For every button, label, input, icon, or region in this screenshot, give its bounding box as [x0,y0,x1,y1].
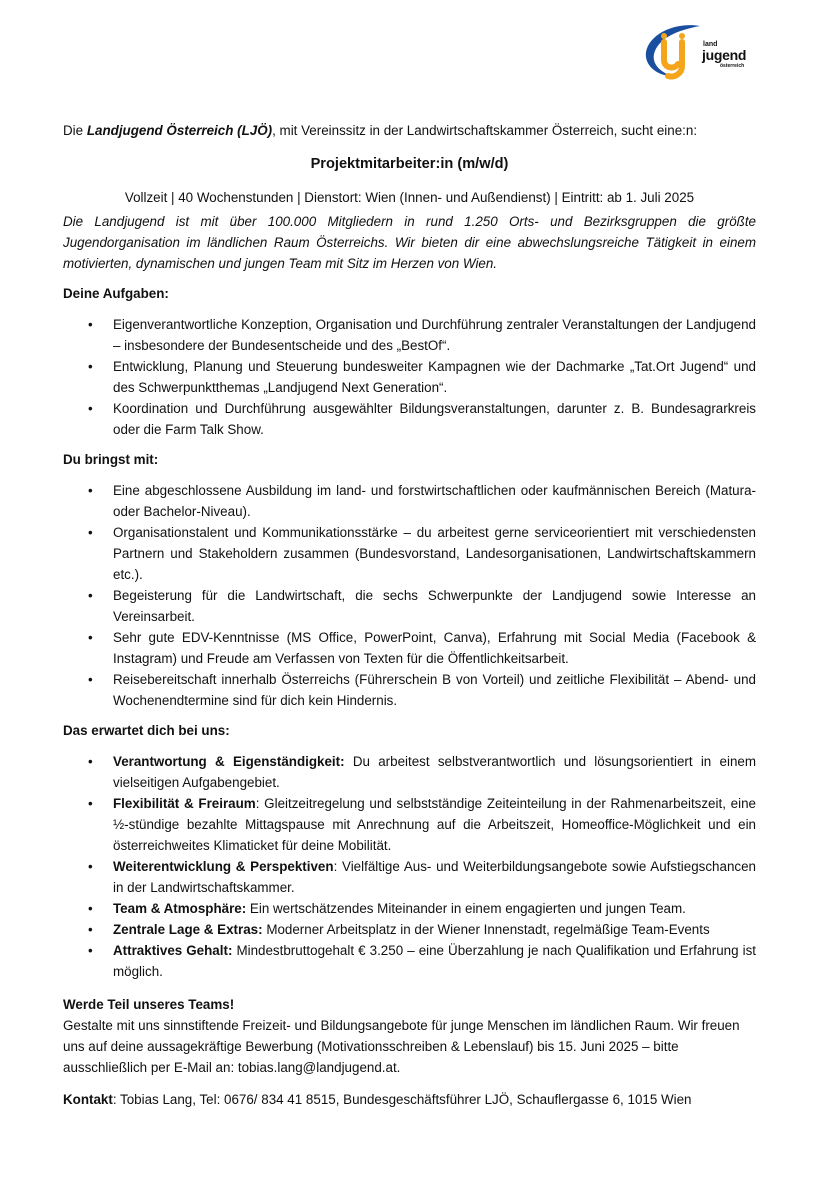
bullet-icon: • [88,317,93,332]
list-item [63,751,756,793]
task-text: Eigenverantwortliche Konzeption, Organisation und Durchführung zentraler Veranstaltungen der Landjugend – insbesondere der Bundesentscheide und des „BestOf“. [113,317,756,353]
intro-suffix: , mit Vereinssitz in der Landwirtschaftskammer Österreich, sucht eine:n: [272,123,698,138]
list-item [63,919,756,940]
team-heading: Werde Teil unseres Teams! [63,997,235,1012]
tasks-heading: Deine Aufgaben: [63,286,169,301]
lead-paragraph: Die Landjugend ist mit über 100.000 Mitgliedern in rund 1.250 Orts- und Bezirksgruppen die größte Jugendorganisation im ländlichen Raum Österreichs. Wir bieten dir eine abwechslungsreiche Tätigkeit in einem motivierten, dynamischen und jungen Team mit Sitz im Herzen von Wien. [63,214,756,271]
logo-text-oesterreich: österreich [720,63,745,69]
logo-text-jugend: jugend [702,47,747,63]
benefit-text: Mindestbruttogehalt € 3.250 – eine Überzahlung je nach Qualifikation und Erfahrung ist möglich. [113,943,756,979]
list-item [63,669,756,711]
requirements-list [63,480,756,711]
bullet-icon: • [88,672,93,687]
bullet-icon: • [88,525,93,540]
benefit-label: Attraktives Gehalt: [113,943,233,958]
contact-line [63,1089,756,1110]
requirement-text: Sehr gute EDV-Kenntnisse (MS Office, PowerPoint, Canva), Erfahrung mit Social Media (Facebook & Instagram) und Freude am Verfassen von Texten für die Öffentlichkeitsarbeit. [113,630,756,666]
bullet-icon: • [88,922,93,937]
requirement-text: Reisebereitschaft innerhalb Österreichs (Führerschein B von Vorteil) und zeitliche Flexibilität – Abend- und Wochenendtermine sind für dich kein Hindernis. [113,672,756,708]
bullet-icon: • [88,630,93,645]
intro-prefix: Die [63,123,87,138]
logo-text-land: land [703,41,718,48]
benefit-text: Du arbeitest selbstverantwortlich und lösungsorientiert in einem vielseitigen Aufgabengebiet. [113,754,756,790]
benefits-list [63,751,756,982]
benefit-text: Ein wertschätzendes Miteinander in einem engagierten und jungen Team. [246,901,686,916]
benefits-heading: Das erwartet dich bei uns: [63,723,230,738]
bullet-icon: • [88,901,93,916]
intro-line [63,120,756,141]
list-item [63,940,756,982]
benefit-label: Flexibilität & Freiraum [113,796,256,811]
list-item [63,793,756,856]
benefit-label: Weiterentwicklung & Perspektiven [113,859,334,874]
list-item [63,398,756,440]
requirement-text: Begeisterung für die Landwirtschaft, die sechs Schwerpunkte der Landjugend sowie Interesse an Vereinsarbeit. [113,588,756,624]
job-posting [63,120,756,1110]
contact-label: Kontakt [63,1092,113,1107]
bullet-icon: • [88,359,93,374]
list-item [63,356,756,398]
landjugend-logo [642,22,762,84]
benefit-label: Team & Atmosphäre: [113,901,247,916]
bullet-icon: • [88,754,93,769]
list-item [63,522,756,585]
benefit-text: Moderner Arbeitsplatz in der Wiener Innenstadt, regelmäßige Team-Events [262,922,710,937]
list-item [63,585,756,627]
bullet-icon: • [88,401,93,416]
contact-text: : Tobias Lang, Tel: 0676/ 834 41 8515, Bundesgeschäftsführer LJÖ, Schauflergasse 6, 1015 Wien [112,1092,692,1107]
benefit-text: : Vielfältige Aus- und Weiterbildungsangebote sowie Aufstiegschancen in der Landwirtschaftskammer. [113,859,756,895]
list-item [63,314,756,356]
list-item [63,627,756,669]
bullet-icon: • [88,483,93,498]
job-meta: Vollzeit | 40 Wochenstunden | Dienstort: Wien (Innen- und Außendienst) | Eintritt: ab 1. Juli 2025 [124,190,695,205]
bullet-icon: • [88,796,93,811]
org-name: Landjugend Österreich (LJÖ) [86,123,273,138]
job-title: Projektmitarbeiter:in (m/w/d) [310,156,509,172]
bullet-icon: • [88,943,93,958]
bullet-icon: • [88,588,93,603]
tasks-list [63,314,756,440]
requirement-text: Organisationstalent und Kommunikationsstärke – du arbeitest gerne serviceorientiert mit verschiedensten Partnern und Stakeholdern zusammen (Bundesvorstand, Landesorganisationen, Landwirtschaftskammern etc.). [113,525,756,582]
list-item [63,856,756,898]
list-item [63,898,756,919]
task-text: Koordination und Durchführung ausgewählter Bildungsveranstaltungen, darunter z. B. Bundesagrarkreis oder die Farm Talk Show. [113,401,756,437]
list-item [63,480,756,522]
benefit-text: : Gleitzeitregelung und selbstständige Zeiteinteilung in der Rahmenarbeitszeit, eine ½-stündige bezahlte Mittagspause mit Anrechnung auf die Arbeitszeit, Homeoffice-Möglichkeit und ein österreichweites Klimaticket für deine Mobilität. [113,796,756,853]
task-text: Entwicklung, Planung und Steuerung bundesweiter Kampagnen wie der Dachmarke „Tat.Ort Jugend“ und des Schwerpunktthemas „Landjugend Next Generation“. [113,359,756,395]
bullet-icon: • [88,859,93,874]
benefit-label: Zentrale Lage & Extras: [113,922,263,937]
team-paragraph: Gestalte mit uns sinnstiftende Freizeit- und Bildungsangebote für junge Menschen im ländlichen Raum. Wir freuen uns auf deine aussagekräftige Bewerbung (Motivationsschreiben & Lebenslauf) bis 15. Juni 2025 – bitte ausschließlich per E-Mail an: tobias.lang@landjugend.at. [63,1018,740,1075]
benefit-label: Verantwortung & Eigenständigkeit: [113,754,345,769]
requirements-heading: Du bringst mit: [63,452,159,467]
logo-mark-icon [642,22,704,84]
requirement-text: Eine abgeschlossene Ausbildung im land- und forstwirtschaftlichen oder kaufmännischen Bereich (Matura- oder Bachelor-Niveau). [113,483,756,519]
